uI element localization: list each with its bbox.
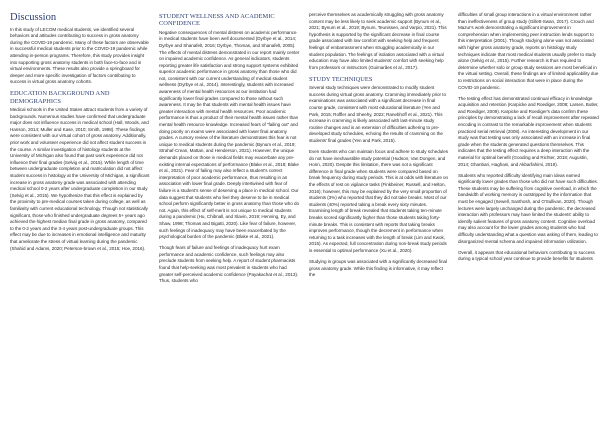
column-4: [458, 12, 599, 416]
paragraph: In this study of LECOM medical students, we identified several behaviors and attitudes contributing to success in gross anatomy during the COVID-19 pandemic. Many of these factors are observable in successful medical students prior to the COVID-19 pandemic while attending in-person programs. Therefore, this study provides insight into supporting gross anatomy students in both face-to-face and in virtual environments. These results also provide a springboard for deeper and more specific investigation of factors contributing to success in virtual gross anatomy cohorts.: [10, 26, 149, 85]
column-3: [309, 12, 449, 416]
column-2: [159, 12, 300, 416]
education-heading: EDUCATION BACKGROUND AND DEMOGRAPHICS: [10, 90, 110, 105]
paragraph: difficulties of small group interactions in a virtual environment rather than ineffectiveness of group study (Gillett-Swan, 2017). Crouch and Mazur's work demonstrating a significant improvement in comprehension when implementing peer instruction lends support to this interpretation (2001). Though studying alone was not associated with higher gross anatomy grade, reports on histology study techniques indicate that most medical students usually prefer to study alone (Selvig et al., 2015). Further research is thus required to determine whether solo or group study sessions are most beneficial in the virtual setting. Overall, these findings are of limited applicability due to restrictions on social interaction that were in place during the COVID-19 pandemic.: [458, 12, 599, 90]
wellness-heading: STUDENT WELLNESS AND ACADEMIC CONFIDENCE: [159, 13, 275, 28]
paragraph: Even students who can maintain focus and adhere to study schedules do not have inexhaustible study potential (Hudson, Van Dongen, and Honn, 2020). Despite this limitation, there was not a significant difference in final grade when students were compared based on break frequency during study periods. This is at odds with literature on the effects of rest on vigilance tasks (Finkbeiner, Russell, and Helton, 2016); however, this may be explained by the very small proportion of students (3%) who reported that they did not take breaks. Most of our students (40%) reported taking a break every sixty minutes. Examining length of break revealed that students taking ten-minute breaks scored significantly higher than those students taking forty-minute breaks. This is consistent with reports that taking breaks improves performance, though the decrement in performance when returning to a task increases with the length of break (Lim and Kwok, 2015). As expected, full concentration during non-break study periods is essential to optimal performance (Xu et al., 2020).: [309, 149, 449, 253]
paragraph: Students who reported difficulty identifying main ideas earned significantly lower grades than those who did not have such difficulties. These students may be suffering from cognitive overload, in which the bandwidth of working memory is outstripped by the information that must be engaged (Sewell, Santhosh, and O'Sullivan, 2020). Though lectures were largely unchanged during the pandemic, the decreased interaction with professors may have limited the students' ability to identify salient features of gross anatomy content. Cognitive overload may also account for the lower grades among students who had difficulty understanding what a question was asking of them, leading to disorganized mental schema and impaired information utilization.: [458, 172, 599, 244]
paragraph: Studying in groups was associated with a significantly decreased final gross anatomy grade. While this finding is informative, it may reflect the: [309, 259, 447, 278]
paragraph: Though fears of failure and feelings of inadequacy hurt exam performance and academic confidence, such feelings may also preclude students from seeking help. A report of student pharmacists found that help-seeking was most prevalent in students who had greater self-perceived academic confidence (Payakachat et al., 2013). Thus, students who: [159, 245, 299, 284]
paragraph: Several study techniques were demonstrated to modify student success during virtual gross anatomy. Cramming immediately prior to examinations was associated with a significant decrease in final course grade, consistent with most educational literature (Yen and Park, 2015; Roffler and Sheehy, 2022; Ranebhoff et al., 2021). This increase in cramming is likely associated with last-minute study routine changes and is an extension of difficulties adhering to pre-developed study schedules, echoing the results of cramming on the students' final grades (Yen and Park, 2015).: [309, 85, 446, 143]
column-1: [10, 12, 150, 416]
paragraph: Negative consequences of mental distress on academic performance in medical students have been well documented (Dyrbye et al., 2014; Dyrbye and Shanafelt, 2016; Dyrbye, Thomas, and Shanafelt, 2005). The effects of mental distress demonstrated in our report mainly center on impaired academic confidence. As general indicators, students reporting greater life satisfaction and strong support systems exhibited superior academic performance in gross anatomy than those who did not, consistent with our current understanding of medical student wellness (Dyrbye et al., 2014). Interestingly, students with increased awareness of mental health resources at our institution had significantly lower final grades compared to those without such awareness. It may be that students with mental health issues have greater interaction with mental health resources. Poor academic performance is thus a product of their mental health issues rather than mental health resource knowledge. Increased fears of "failing out" and doing poorly on exams were associated with lower final anatomy grades. A cursory review of the literature demonstrates this fear is not unique to medical students during the pandemic (Bynum et al., 2019; Strahaf-Crean, Mattan, and Henderson, 2021). However, the unique demands placed on those in medical fields may exacerbate any pre-existing internal expectations of performance (Blake et al., 2018; Blake et al., 2021). Fear of failing may also reflect a student's correct interpretation of poor academic performance, thus resulting in an association with lower final grade. Deeply intertwined with fear of failure is a student's sense of deserving a place in medical school. Our data suggest that students who feel they deserve to be in medical school perform significantly better in gross anatomy than those who do not. Again, this effect of self-merit is not unique to medical students during a pandemic (Hu, Chibnall, and Slavin, 2019; Henning, Ey, and Shaw, 1998; Thomas and Bigatti, 2020). Like fear of failure, however, such feelings of inadequacy may have been exacerbated by the psychological burden of the pandemic (Blake et al., 2021).: [159, 29, 300, 240]
study-techniques-heading: STUDY TECHNIQUES: [309, 75, 373, 83]
paragraph: Medical schools in the United States attract students from a variety of backgrounds. Numerous studies have confirmed that undergraduate major does not influence success in medical school (Hall, Woods, and Hanson, 2014; Muller and Kase, 2010; Smith, 1998). These findings were consistent with our virtual cohort of gross anatomy. Additionally, prior work and volunteer experience did not affect student success in the course. A similar investigation of histology students at the University of Michigan also found that past work experience did not influence their final grades (Selvig et al., 2015). While length of time between undergraduate completion and matriculation did not affect student success in histology at the University of Michigan, a significant increase in gross anatomy grade was associated with attending medical school 0-2 years after undergraduate completion in our study (Selvig et al., 2015). We hypothesize that this effect is explained by the proximity to pre-medical courses taken during college, as well as familiarity with current educational technology. Though not statistically significant, those who finished undergraduate degrees 5+ years ago achieved the highest median final grade in gross anatomy, compared to the 0-2 years and the 3-4 years post-undergraduate groups. This effect may be due to increases in emotional intelligence and maturity that ameliorate the stress of virtual learning during the pandemic (Shahid and Adams, 2020; Peterson-brown et al., 2015; Hoe, 2016).: [10, 107, 150, 251]
paragraph: Overall, it appears that educational behaviors contributing to success during a typical school year continue to provide benefits for students: [458, 249, 595, 262]
paragraph: The testing effect has demonstrated continual efficacy in knowledge acquisition and retention (Karpicke and Roediger, 2008; Larsen, Butler, and Roediger, 2009). Karpicke and Roediger's data confirm these principles by demonstrating a lack of recall improvement after repeated encoding in contrast to the remarkable improvement when students practiced serial retrieval (2008). An interesting development in our study was that testing was only associated with an increase in final grade when the students generated questions themselves. This indicates that the testing effect requires a deep interaction with the material for optimal benefit (Gooding and Richter, 2018; Augustin, 2014; Ghanbari, Haghani, and Akbarfahimi, 2019).: [458, 95, 599, 167]
paragraph: perceive themselves as academically struggling with gross anatomy content may be less likely to seek academic support (Bynum et al., 2021; Bynum et al., 2019; Bynum, Teunissen, and Varpio, 2021). This hypothesis is supported by the significant decrease in final course grade associated with low comfort with seeking help and frequent feelings of embarrassment when struggling academically in our student population. The feelings of isolation associated with a virtual education may have also limited students' comfort with seeking help from professors or instructors (Guimarães et al., 2017).: [309, 12, 447, 70]
discussion-heading: Discussion: [10, 12, 57, 23]
